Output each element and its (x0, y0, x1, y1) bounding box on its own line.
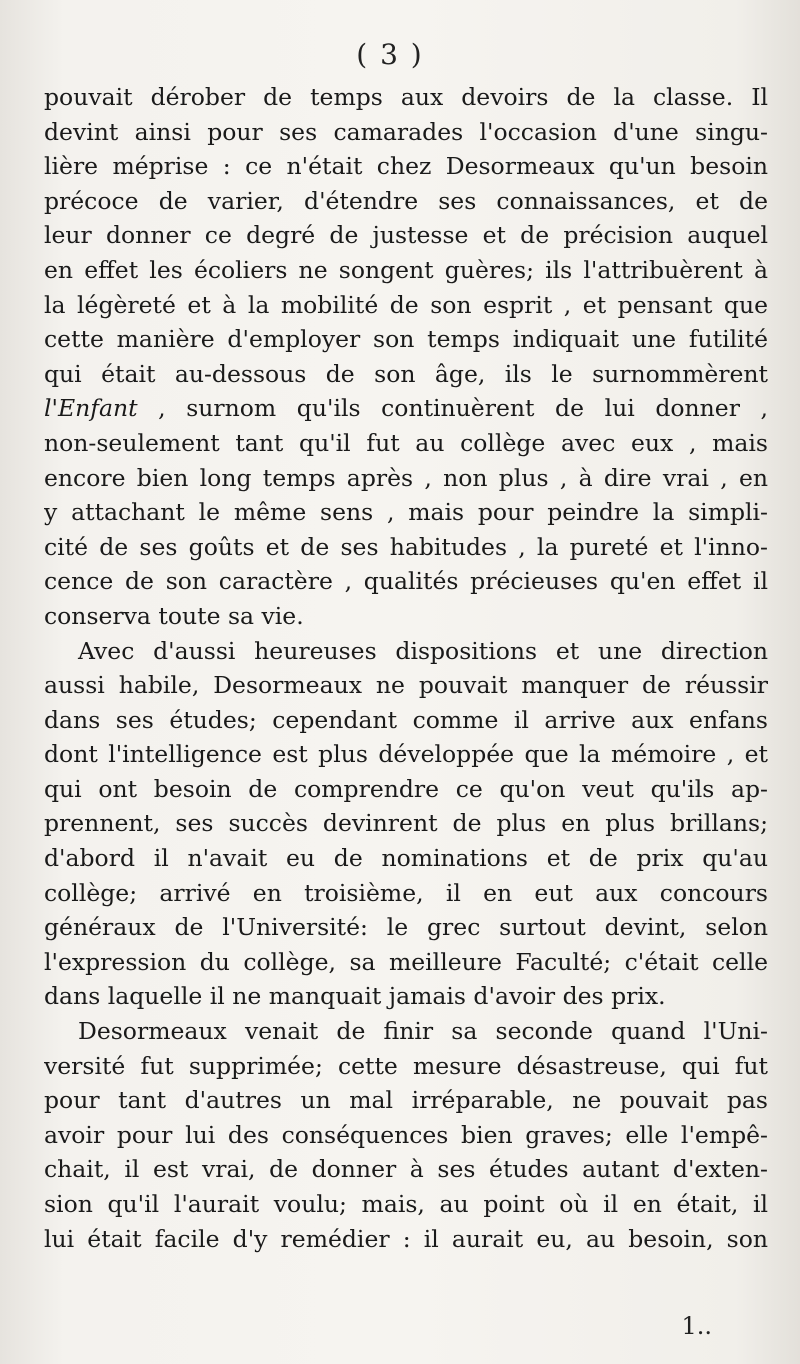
paragraph-first-line: Desormeaux venait de finir sa seconde quand l'Uni- (78, 1017, 768, 1046)
text-line: non-seulement tant qu'il fut au collège avec eux , mais (44, 428, 768, 457)
paragraph-first-line: Avec d'aussi heureuses dispositions et une direction (78, 636, 768, 665)
text-line: pouvait dérober de temps aux devoirs de la classe. Il (44, 83, 768, 111)
text-line: collège; arrivé en troisième, il en eut aux concours (44, 878, 768, 907)
page-number: ( 3 ) (356, 38, 424, 71)
text-line: pour tant d'autres un mal irréparable, ne pouvait pas (44, 1086, 768, 1115)
text-line: en effet les écoliers ne songent guères; ils l'attribuèrent à (44, 255, 768, 284)
text-line: cité de ses goûts et de ses habitudes , la pureté et l'inno- (44, 532, 768, 561)
text-line: d'abord il n'avait eu de nominations et de prix qu'au (44, 844, 768, 873)
text-line-rest: , surnom qu'ils continuèrent de lui donner , (137, 394, 768, 423)
text-line: dans laquelle il ne manquait jamais d'avoir des prix. (44, 982, 666, 1011)
text-line: devint ainsi pour ses camarades l'occasion d'une singu- (44, 117, 768, 146)
text-line: encore bien long temps après , non plus , à dire vrai , en (44, 463, 768, 492)
text-line: précoce de varier, d'étendre ses connaissances, et de (44, 186, 768, 215)
text-line: la légèreté et à la mobilité de son esprit , et pensant que (44, 290, 768, 319)
text-line: leur donner ce degré de justesse et de précision auquel (44, 221, 768, 250)
text-line-italic (44, 391, 768, 426)
text-line: aussi habile, Desormeaux ne pouvait manquer de réussir (44, 671, 768, 700)
italic-word: l'Enfant (44, 394, 138, 423)
text-line: avoir pour lui des conséquences bien graves; elle l'empê- (44, 1120, 768, 1149)
body-text (44, 80, 768, 1256)
text-line: versité fut supprimée; cette mesure désastreuse, qui fut (44, 1051, 768, 1080)
text-line: sion qu'il l'aurait voulu; mais, au point où il en était, il (44, 1190, 768, 1218)
text-line: prennent, ses succès devinrent de plus en plus brillans; (44, 809, 768, 838)
text-line: chait, il est vrai, de donner à ses études autant d'exten- (44, 1155, 768, 1184)
text-line: cette manière d'employer son temps indiquait une futilité (44, 325, 768, 354)
text-line: y attachant le même sens , mais pour peindre la simpli- (44, 498, 768, 527)
signature-mark: 1.. (681, 1312, 712, 1340)
text-line: qui ont besoin de comprendre ce qu'on veut qu'ils ap- (44, 774, 768, 803)
text-line: dans ses études; cependant comme il arrive aux enfans (44, 705, 768, 734)
text-line: conserva toute sa vie. (44, 601, 304, 630)
text-line: l'expression du collège, sa meilleure Faculté; c'était celle (44, 947, 768, 976)
text-line: lui était facile d'y remédier : il aurait eu, au besoin, son (44, 1224, 768, 1253)
text-line: généraux de l'Université: le grec surtout devint, selon (44, 913, 768, 942)
text-line: dont l'intelligence est plus développée que la mémoire , et (44, 740, 768, 769)
text-line: cence de son caractère , qualités précieuses qu'en effet il (44, 567, 768, 596)
text-line: qui était au-dessous de son âge, ils le surnommèrent (44, 359, 768, 388)
text-line: lière méprise : ce n'était chez Desormeaux qu'un besoin (44, 152, 768, 181)
